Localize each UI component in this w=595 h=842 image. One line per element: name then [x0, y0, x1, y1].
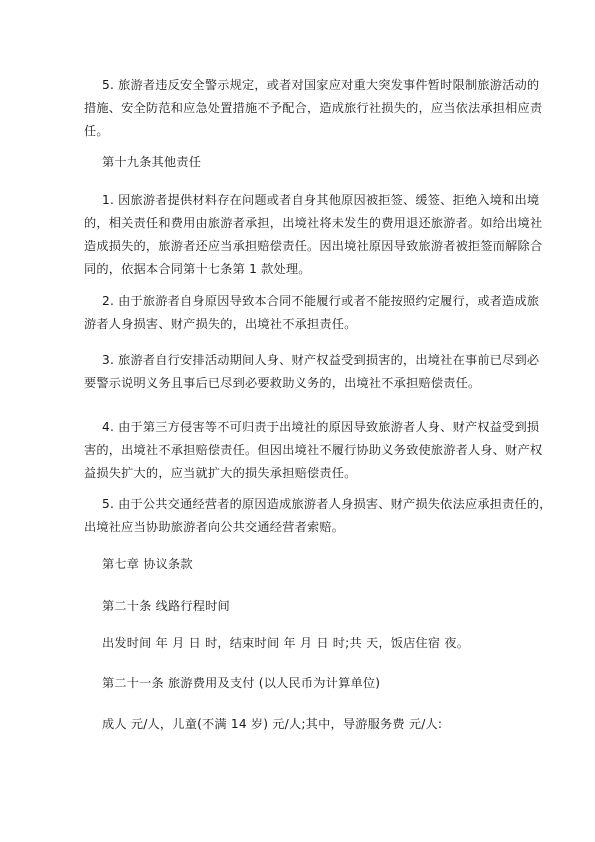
text-line: 4. 由于第三方侵害等不可归责于出境社的原因导致旅游者人身、财产权益受到损 — [102, 420, 540, 434]
text-line: 游者人身损害、财产损失的，出境社不承担责任。 — [84, 317, 357, 331]
paragraph-public-transport — [84, 493, 552, 539]
heading-text: 第七章 协议条款 — [102, 557, 193, 571]
text-line: 3. 旅游者自行安排活动期间人身、财产权益受到损害的，出境社在事前已尽到必 — [102, 353, 540, 367]
text-line: 出境社应当协助旅游者向公共交通经营者索赔。 — [84, 520, 345, 534]
text-line: 措施、安全防范和应急处置措施不予配合，造成旅行社损失的，应当依法承担相应责 — [84, 101, 543, 115]
text-line: 2. 由于旅游者自身原因导致本合同不能履行或者不能按照约定履行，或者造成旅 — [102, 294, 540, 308]
text-line: 的，相关责任和费用由旅游者承担，出境社将未发生的费用退还旅游者。如给出境社 — [84, 216, 543, 230]
heading-text: 第二十一条 旅游费用及支付 (以人民币为计算单位) — [102, 676, 381, 690]
paragraph-schedule-times — [84, 632, 534, 655]
text-line: 益损失扩大的，应当就扩大的损失承担赔偿责任。 — [84, 466, 357, 480]
heading-text: 第二十条 线路行程时间 — [102, 599, 230, 613]
heading-text: 第十九条其他责任 — [102, 155, 202, 169]
section-heading-article-21 — [84, 672, 534, 695]
paragraph-fees — [84, 713, 534, 736]
text-line: 出发时间 年 月 日 时，结束时间 年 月 日 时;共 天，饭店住宿 夜。 — [102, 636, 470, 650]
text-line: 5. 由于公共交通经营者的原因造成旅游者人身损害、财产损失依法应承担责任的， — [102, 497, 552, 511]
paragraph-safety-warning — [84, 74, 543, 143]
section-heading-article-20 — [84, 595, 534, 618]
paragraph-self-arranged — [84, 349, 540, 395]
text-line: 5. 旅游者违反安全警示规定，或者对国家应对重大突发事件暂时限制旅游活动的 — [102, 78, 540, 92]
text-line: 1. 因旅游者提供材料存在问题或者自身其他原因被拒签、缓签、拒绝入境和出境 — [102, 193, 540, 207]
paragraph-own-reason — [84, 290, 540, 336]
text-line: 造成损失的，旅游者还应当承担赔偿责任。因出境社原因导致旅游者被拒签而解除合 — [84, 239, 543, 253]
text-line: 要警示说明义务且事后已尽到必要救助义务的，出境社不承担赔偿责任。 — [84, 376, 481, 390]
text-line: 同的，依据本合同第十七条第 1 款处理。 — [84, 262, 311, 276]
chapter-heading-7 — [84, 553, 534, 576]
text-line: 害的，出境社不承担赔偿责任。但因出境社不履行协助义务致使旅游者人身、财产权 — [84, 443, 543, 457]
text-line: 成人 元/人，儿童(不满 14 岁) 元/人;其中，导游服务费 元/人: — [102, 717, 443, 731]
text-line: 任。 — [84, 124, 109, 138]
paragraph-third-party — [84, 416, 543, 485]
paragraph-visa-refusal — [84, 189, 543, 281]
section-heading-article-19 — [84, 151, 534, 174]
